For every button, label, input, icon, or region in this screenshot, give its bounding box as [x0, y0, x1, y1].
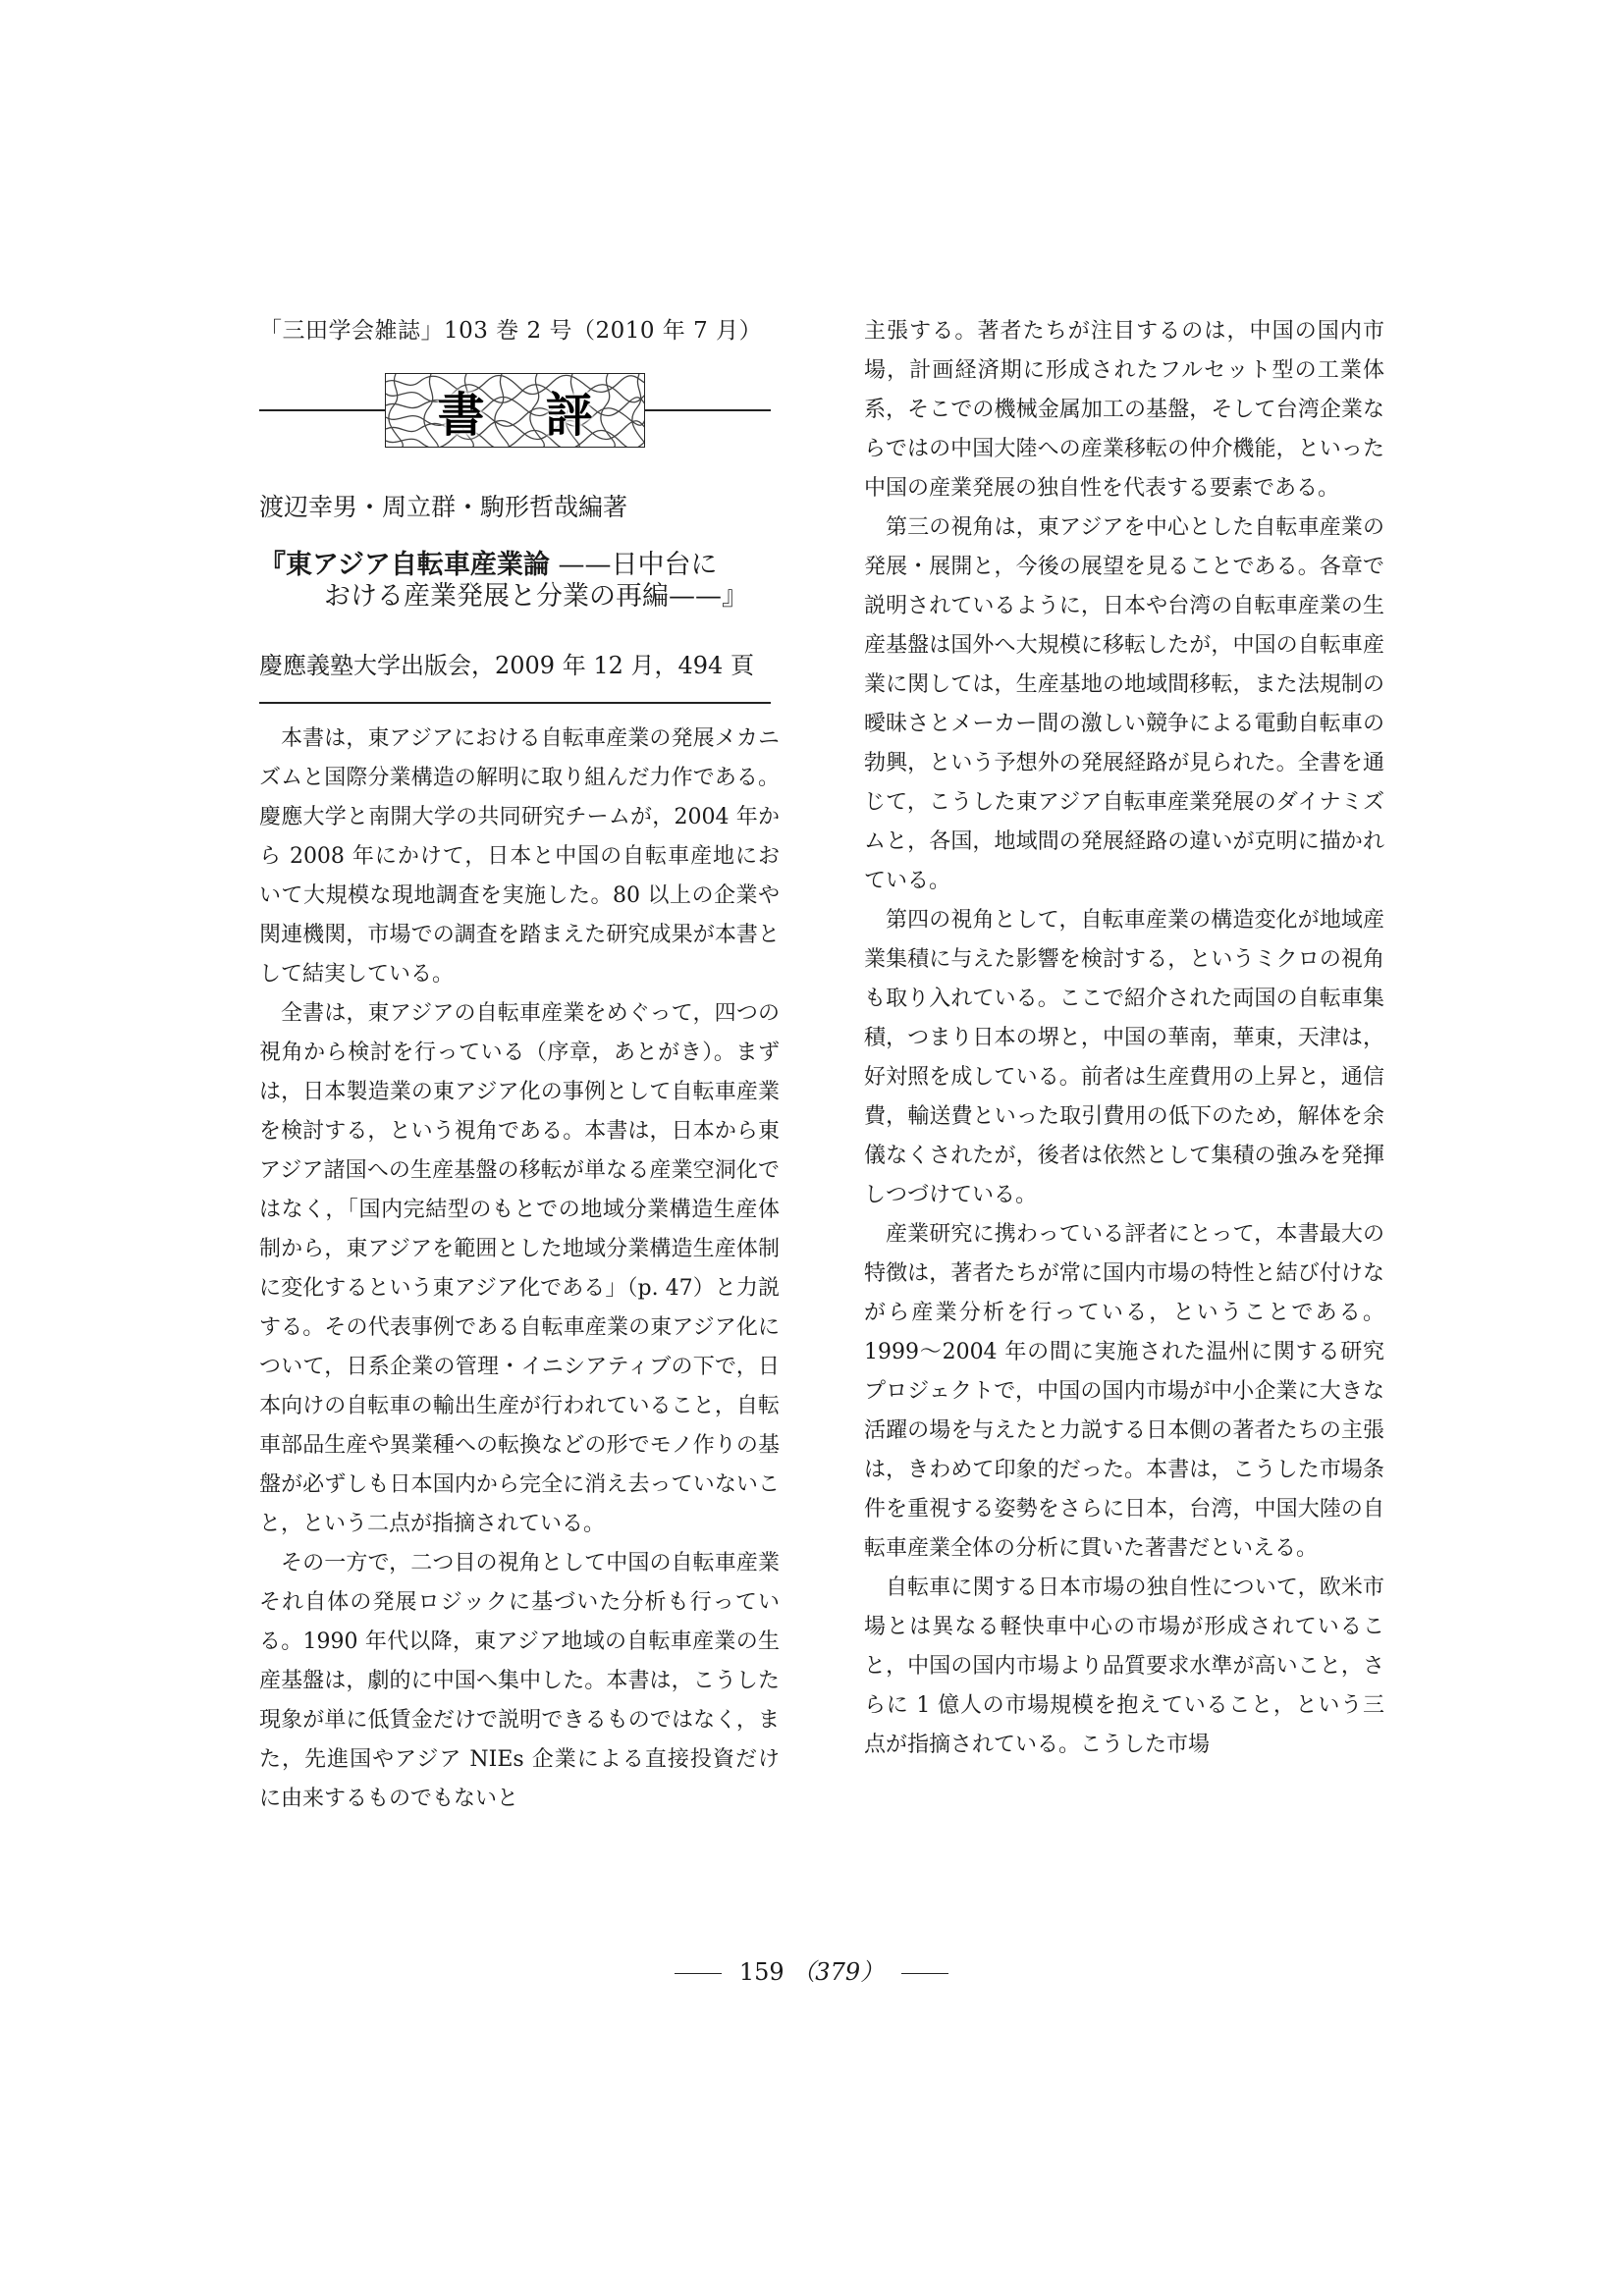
section-title-char-2: 評: [545, 387, 593, 443]
banner-right-rule: [645, 409, 771, 411]
body-paragraph: 本書は，東アジアにおける自転車産業の発展メカニズムと国際分業構造の解明に取り組んだ力作である。慶應大学と南開大学の共同研究チームが，2004 年から 2008 年にかけて，日本と中国の自転車産地において大規模な現地調査を実施した。80 以上の企業や関連機関，市場での調査を踏まえた研究成果が本書として結実している。: [259, 726, 780, 987]
publisher-divider: [259, 702, 771, 704]
body-paragraph-continued: 主張する。著者たちが注目するのは，中国の国内市場，計画経済期に形成されたフルセット型の工業体系，そこでの機械金属加工の基盤，そして台湾企業ならではの中国大陸への産業移転の仲介機能，といった中国の産業発展の独自性を代表する要素である。: [864, 319, 1384, 501]
section-title-char-1: 書: [437, 387, 485, 443]
publisher-info: 慶應義塾大学出版会，2009 年 12 月，494 頁: [259, 652, 754, 679]
original-page-number: （379）: [791, 1958, 885, 1986]
footer-dash-right: [901, 1973, 948, 1975]
book-title-main: 『東アジア自転車産業論: [259, 550, 550, 580]
body-paragraph: その一方で，二つ目の視角として中国の自転車産業それ自体の発展ロジックに基づいた分析も行っている。1990 年代以降，東アジア地域の自転車産業の生産基盤は，劇的に中国へ集中した。本書は，こうした現象が単に低賃金だけで説明できるものではなく，また，先進国やアジア NIEs 企業による直接投資だけに由来するものでもないと: [259, 1551, 780, 1811]
body-paragraph: 自転車に関する日本市場の独自性について，欧米市場とは異なる軽快車中心の市場が形成されていること，中国の国内市場より品質要求水準が高いこと，さらに 1 億人の市場規模を抱えていること，という三点が指摘されている。こうした市場: [864, 1575, 1384, 1757]
left-column: [259, 720, 780, 1819]
book-subtitle-line-1: ——日中台に: [558, 550, 718, 580]
page-number: 159: [738, 1958, 784, 1986]
body-paragraph: 第四の視角として，自転車産業の構造変化が地域産業集積に与えた影響を検討する，というミクロの視角も取り入れている。ここで紹介された両国の自転車集積，つまり日本の堺と，中国の華南，華東，天津は，好対照を成している。前者は生産費用の上昇と，通信費，輸送費といった取引費用の低下のため，解体を余儀なくされたが，後者は依然として集積の強みを発揮しつづけている。: [864, 908, 1384, 1207]
book-authors: 渡辺幸男・周立群・駒形哲哉編著: [259, 493, 628, 521]
journal-header: 「三田学会雑誌」103 巻 2 号（2010 年 7 月）: [259, 318, 763, 344]
body-paragraph: 産業研究に携わっている評者にとって，本書最大の特徴は，著者たちが常に国内市場の特性と結び付けながら産業分析を行っている，ということである。1999〜2004 年の間に実施された温州に関する研究プロジェクトで，中国の国内市場が中小企業に大きな活躍の場を与えたと力説する日本側の著者たちの主張は，きわめて印象的だった。本書は，こうした市場条件を重視する姿勢をさらに日本，台湾，中国大陸の自転車産業全体の分析に貫いた著書だといえる。: [864, 1222, 1384, 1561]
banner-left-rule: [259, 409, 385, 411]
page-footer: [0, 1952, 1623, 1987]
banner-box: [385, 373, 645, 448]
right-column: [864, 312, 1384, 1765]
book-subtitle-line-2: おける産業発展と分業の再編——』: [324, 581, 748, 612]
book-title: [259, 550, 771, 613]
section-banner: [259, 373, 771, 448]
section-title: [386, 374, 644, 447]
body-paragraph: 第三の視角は，東アジアを中心とした自転車産業の発展・展開と，今後の展望を見ることである。各章で説明されているように，日本や台湾の自転車産業の生産基盤は国外へ大規模に移転したが，中国の自転車産業に関しては，生産基地の地域間移転，また法規制の曖昧さとメーカー間の激しい競争による電動自転車の勃興，という予想外の発展経路が見られた。全書を通じて，こうした東アジア自転車産業発展のダイナミズムと，各国，地域間の発展経路の違いが克明に描かれている。: [864, 515, 1384, 893]
footer-dash-left: [675, 1973, 722, 1975]
body-paragraph: 全書は，東アジアの自転車産業をめぐって，四つの視角から検討を行っている（序章，あとがき）。まずは，日本製造業の東アジア化の事例として自転車産業を検討する，という視角である。本書は，日本から東アジア諸国への生産基盤の移転が単なる産業空洞化ではなく，「国内完結型のもとでの地域分業構造生産体制から，東アジアを範囲とした地域分業構造生産体制に変化するという東アジア化である」（p. 47）と力説する。その代表事例である自転車産業の東アジア化について，日系企業の管理・イニシアティブの下で，日本向けの自転車の輸出生産が行われていること，自転車部品生産や異業種への転換などの形でモノ作りの基盤が必ずしも日本国内から完全に消え去っていないこと，という二点が指摘されている。: [259, 1001, 780, 1536]
